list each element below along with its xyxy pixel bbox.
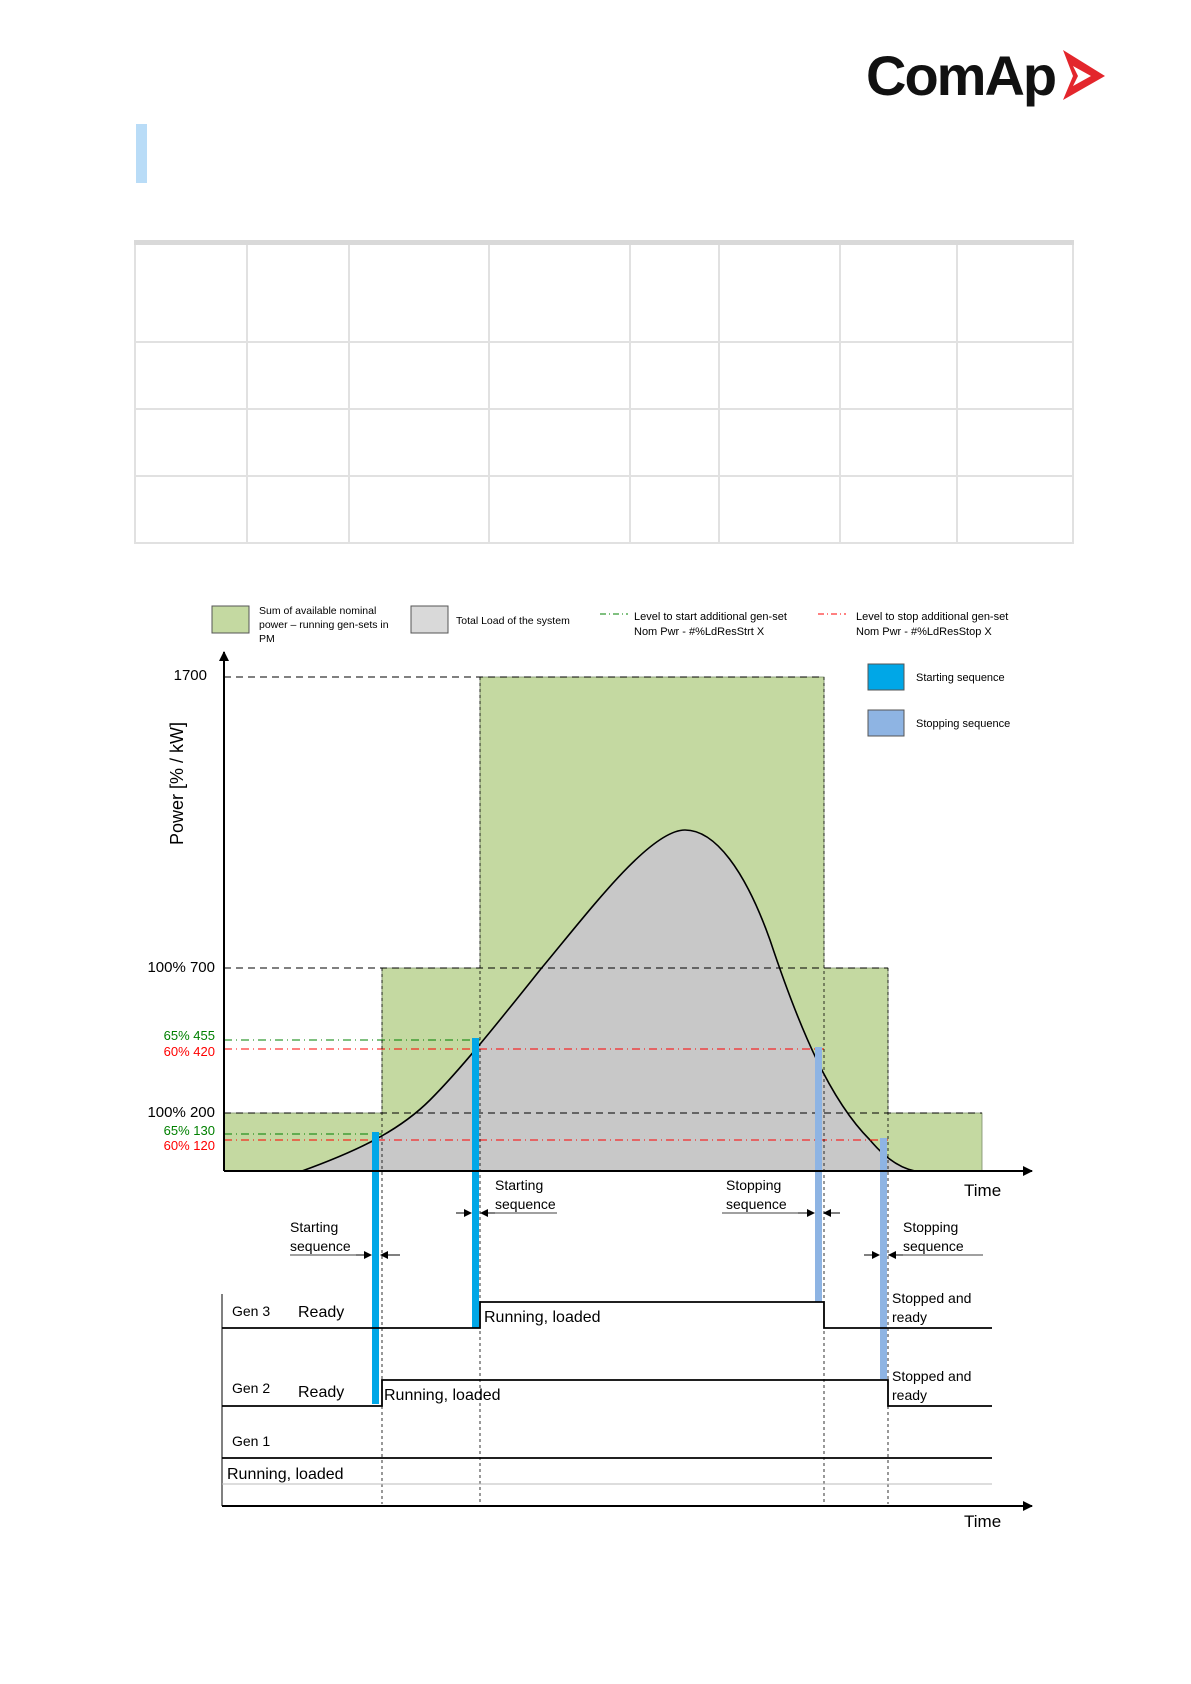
- table-cell: [349, 476, 490, 543]
- timeline-time-label: Time: [964, 1512, 1002, 1531]
- table-cell: [719, 409, 840, 476]
- table-cell: [840, 409, 958, 476]
- legend-available-power-text: power – running gen-sets in: [259, 619, 389, 631]
- table-cell: [957, 342, 1073, 409]
- table-cell: [840, 476, 958, 543]
- table-cell: [135, 409, 247, 476]
- table-cell: [349, 342, 490, 409]
- y-axis-title: Power [% / kW]: [167, 721, 187, 845]
- legend-starting-sequence-swatch: [868, 664, 904, 690]
- gen1-label: Gen 1: [232, 1433, 271, 1449]
- gen3-running-label: Running, loaded: [484, 1309, 601, 1326]
- stopping-sequence-label: sequence: [903, 1238, 964, 1254]
- table-cell: [630, 476, 719, 543]
- legend-stop-level-text: Level to stop additional gen-set: [856, 611, 1009, 623]
- table-cell: [719, 342, 840, 409]
- starting-sequence-label: Starting: [495, 1177, 544, 1193]
- y-label-420: 60% 420: [163, 1044, 215, 1059]
- table-cell: [135, 476, 247, 543]
- table-cell: [630, 243, 719, 342]
- table-row: [135, 342, 1073, 409]
- table-cell: [247, 409, 348, 476]
- logo-arrow-icon: [1059, 48, 1107, 102]
- gen3-stopped-label: Stopped and: [892, 1290, 972, 1306]
- heading-accent-bar: [136, 124, 147, 183]
- starting-sequence-label: sequence: [495, 1196, 556, 1212]
- table-cell: [840, 342, 958, 409]
- legend-available-power-swatch: [212, 606, 249, 633]
- table-cell: [719, 476, 840, 543]
- gen3-stopped-label: ready: [892, 1309, 928, 1325]
- starting-sequence-bar: [372, 1132, 379, 1404]
- table-cell: [489, 476, 630, 543]
- legend-stopping-sequence-text: Stopping sequence: [916, 718, 1011, 730]
- starting-sequence-label: sequence: [290, 1238, 351, 1254]
- table-cell: [247, 476, 348, 543]
- legend-start-level-text: Level to start additional gen-set: [634, 611, 787, 623]
- legend-stop-level-text: Nom Pwr - #%LdResStop X: [856, 626, 992, 638]
- legend-total-load-swatch: [411, 606, 448, 633]
- starting-sequence-bar: [472, 1038, 479, 1328]
- x-axis-title: Time: [964, 1181, 1002, 1200]
- table-cell: [630, 342, 719, 409]
- table-cell: [489, 409, 630, 476]
- gen3-ready-label: Ready: [298, 1304, 345, 1321]
- gen2-stopped-label: Stopped and: [892, 1368, 972, 1384]
- table-cell: [135, 243, 247, 342]
- table-cell: [840, 243, 958, 342]
- gen2-ready-label: Ready: [298, 1384, 345, 1401]
- table-row: [135, 409, 1073, 476]
- table-cell: [247, 243, 348, 342]
- gen2-stopped-label: ready: [892, 1387, 928, 1403]
- table-cell: [489, 342, 630, 409]
- table-cell: [489, 243, 630, 342]
- table-cell: [135, 342, 247, 409]
- table-cell: [957, 409, 1073, 476]
- gen1-running-label: Running, loaded: [227, 1466, 344, 1483]
- stopping-sequence-bar: [815, 1047, 822, 1302]
- stopping-sequence-label: sequence: [726, 1196, 787, 1212]
- y-label-130: 65% 130: [163, 1123, 215, 1138]
- legend-total-load-text: Total Load of the system: [456, 615, 570, 627]
- table-cell: [957, 243, 1073, 342]
- y-label-200: 100% 200: [147, 1104, 215, 1121]
- stopping-sequence-label: Stopping: [903, 1219, 959, 1235]
- table-row: [135, 476, 1073, 543]
- table-cell: [349, 409, 490, 476]
- data-table: [134, 240, 1074, 544]
- legend-starting-sequence-text: Starting sequence: [916, 672, 1005, 684]
- gen2-label: Gen 2: [232, 1380, 271, 1396]
- stopping-sequence-bar: [880, 1138, 887, 1379]
- table-cell: [719, 243, 840, 342]
- stopping-sequence-label: Stopping: [726, 1177, 782, 1193]
- y-label-120: 60% 120: [163, 1138, 215, 1153]
- gen3-label: Gen 3: [232, 1303, 271, 1319]
- table-cell: [957, 476, 1073, 543]
- comap-logo: [866, 40, 1107, 110]
- logo-text: ComAp: [866, 43, 1056, 107]
- table-header-row: [135, 243, 1073, 342]
- power-management-diagram: [0, 590, 1191, 1540]
- table-cell: [630, 409, 719, 476]
- y-label-1700: 1700: [173, 667, 207, 684]
- y-label-700: 100% 700: [147, 959, 215, 976]
- gen2-running-label: Running, loaded: [384, 1387, 501, 1404]
- legend-available-power-text: PM: [259, 633, 275, 645]
- table-cell: [247, 342, 348, 409]
- legend-stopping-sequence-swatch: [868, 710, 904, 736]
- y-label-455: 65% 455: [163, 1028, 215, 1043]
- table-cell: [349, 243, 490, 342]
- legend-available-power-text: Sum of available nominal: [259, 605, 377, 617]
- legend-start-level-text: Nom Pwr - #%LdResStrt X: [634, 626, 765, 638]
- starting-sequence-label: Starting: [290, 1219, 339, 1235]
